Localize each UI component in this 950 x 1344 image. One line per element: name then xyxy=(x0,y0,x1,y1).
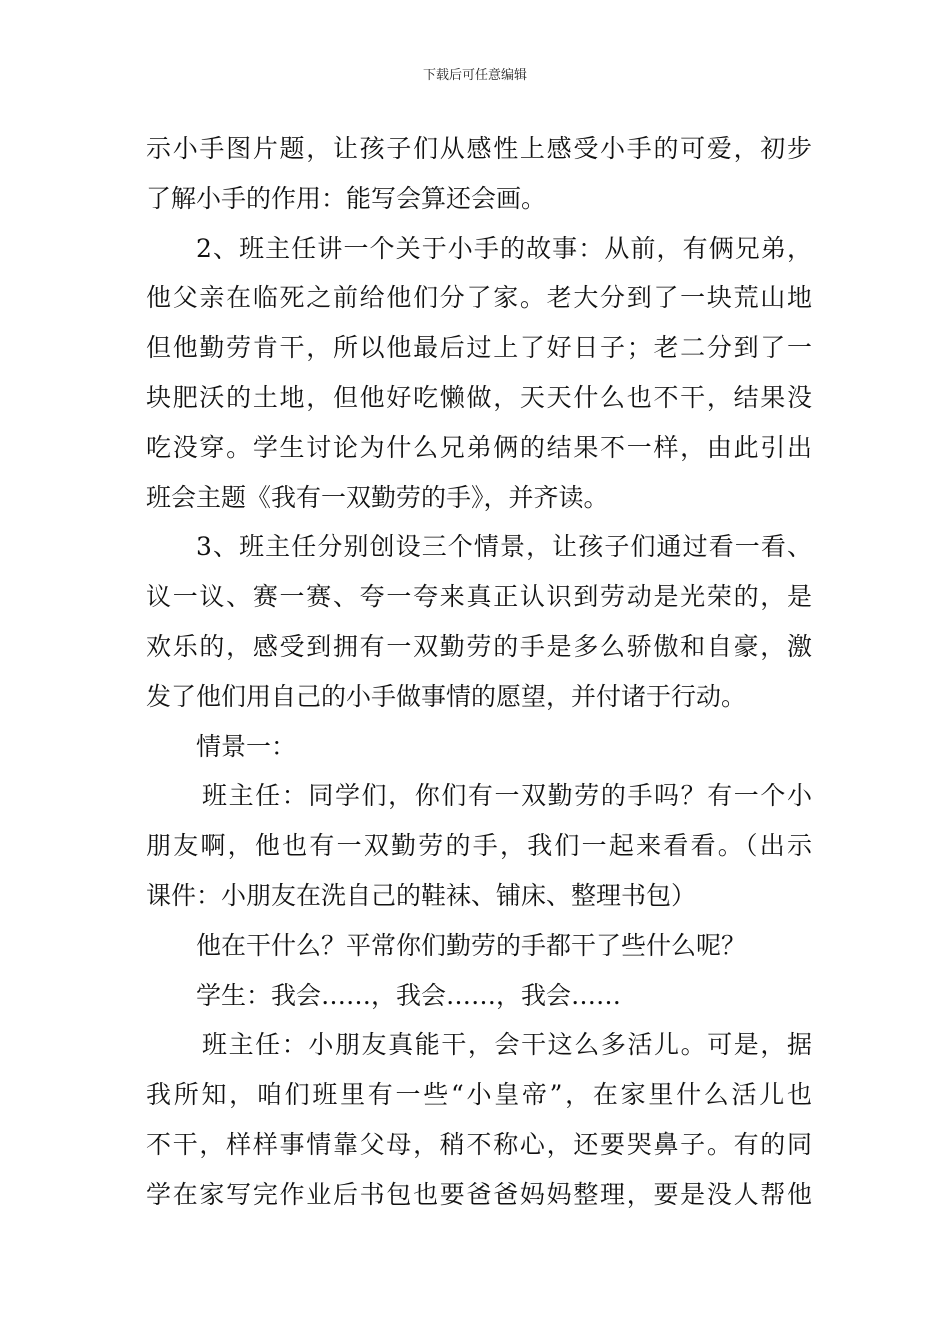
text-line: 班主任：小朋友真能干，会干这么多活儿。可是，据 xyxy=(202,1030,812,1060)
text-line: 但他勤劳肯干，所以他最后过上了好日子；老二分到了一 xyxy=(146,333,812,363)
text-line: 欢乐的，感受到拥有一双勤劳的手是多么骄傲和自豪，激 xyxy=(146,631,812,661)
text-line: 学生：我会……，我会……，我会…… xyxy=(196,980,622,1010)
text-line: 2、班主任讲一个关于小手的故事：从前，有俩兄弟， xyxy=(196,233,812,263)
text-line: 班主任：同学们，你们有一双勤劳的手吗？有一个小 xyxy=(202,781,812,811)
text-line: 示小手图片题，让孩子们从感性上感受小手的可爱，初步 xyxy=(146,134,812,163)
text-line: 他父亲在临死之前给他们分了家。老大分到了一块荒山地 xyxy=(146,283,812,313)
page-header: 下载后可任意编辑 xyxy=(422,68,527,83)
text-line: 不干，样样事情靠父母，稍不称心，还要哭鼻子。有的同 xyxy=(146,1129,812,1159)
text-line: 情景一： xyxy=(196,731,297,761)
text-line: 发了他们用自己的小手做事情的愿望，并付诸于行动。 xyxy=(146,681,747,711)
text-line: 吃没穿。学生讨论为什么兄弟俩的结果不一样，由此引出 xyxy=(146,432,812,462)
document-body xyxy=(146,124,812,1220)
text-line: 课件：小朋友在洗自己的鞋袜、铺床、整理书包） xyxy=(146,880,697,910)
text-line: 块肥沃的土地，但他好吃懒做，天天什么也不干，结果没 xyxy=(146,382,812,412)
text-line: 议一议、赛一赛、夸一夸来真正认识到劳动是光荣的，是 xyxy=(146,582,812,612)
text-line: 学在家写完作业后书包也要爸爸妈妈整理，要是没人帮他 xyxy=(146,1179,812,1209)
text-line: 我所知，咱们班里有一些“小皇帝”，在家里什么活儿也 xyxy=(146,1080,812,1110)
text-line: 朋友啊，他也有一双勤劳的手，我们一起来看看。（出示 xyxy=(146,831,812,861)
text-line: 3、班主任分别创设三个情景，让孩子们通过看一看、 xyxy=(196,532,812,562)
text-line: 班会主题《我有一双勤劳的手》，并齐读。 xyxy=(146,482,609,512)
text-line: 了解小手的作用：能写会算还会画。 xyxy=(146,183,547,213)
text-line: 他在干什么？平常你们勤劳的手都干了些什么呢？ xyxy=(196,930,747,960)
